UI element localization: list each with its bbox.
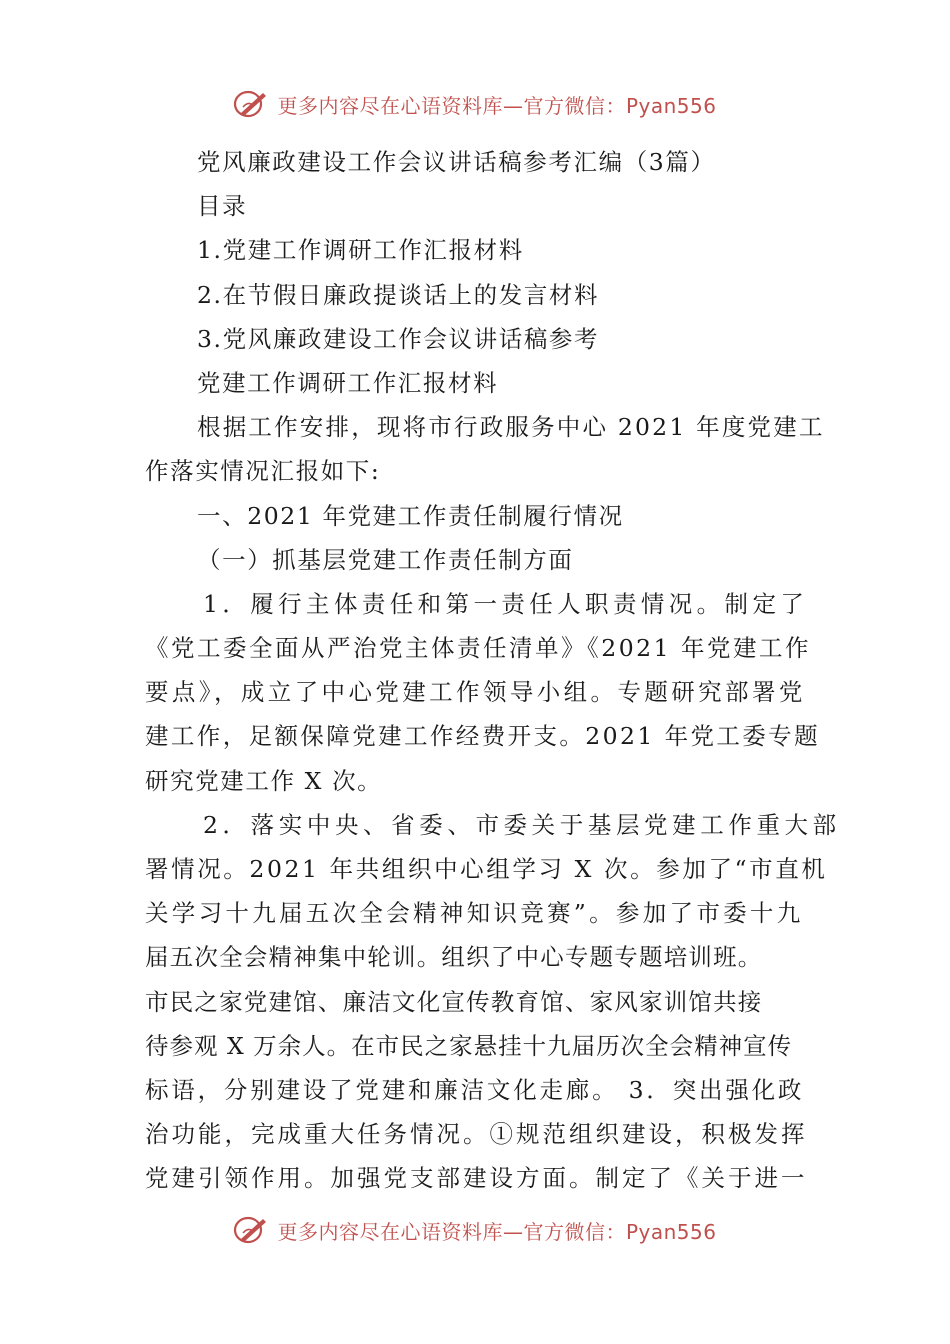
watermark-footer <box>0 1210 950 1250</box>
paragraph-line: 《党工委全面从严治党主体责任清单》《2021 年党建工作 <box>145 634 812 663</box>
paragraph-line: 2．落实中央、省委、市委关于基层党建工作重大部 <box>203 810 841 839</box>
watermark-text: 更多内容尽在心语资料库—官方微信：Pyan556 <box>277 1219 717 1244</box>
paragraph-line: 1．履行主体责任和第一责任人职责情况。制定了 <box>203 589 809 618</box>
pen-circle-logo-icon <box>233 1213 271 1247</box>
heading-level-1: 一、2021 年党建工作责任制履行情况 <box>197 501 624 530</box>
toc-item: 1.党建工作调研工作汇报材料 <box>197 236 524 265</box>
watermark-header <box>0 84 950 124</box>
paragraph-line: 要点》，成立了中心党建工作领导小组。专题研究部署党 <box>145 678 806 707</box>
pen-circle-logo-icon <box>233 87 271 121</box>
paragraph-line: 党建引领作用。加强党支部建设方面。制定了《关于进一 <box>145 1164 808 1193</box>
toc-item: 3.党风廉政建设工作会议讲话稿参考 <box>197 324 600 353</box>
document-body <box>145 140 841 1201</box>
watermark-text: 更多内容尽在心语资料库—官方微信：Pyan556 <box>277 93 717 118</box>
paragraph-line: 研究党建工作 X 次。 <box>145 766 383 795</box>
paragraph-line: 建工作，足额保障党建工作经费开支。2021 年党工委专题 <box>145 722 820 751</box>
section-title: 党建工作调研工作汇报材料 <box>197 368 499 397</box>
toc-item: 2.在节假日廉政提谈话上的发言材料 <box>197 280 600 309</box>
paragraph-line: 作落实情况汇报如下: <box>145 457 381 486</box>
paragraph-line: 待参观 X 万余人。在市民之家悬挂十九届历次全会精神宣传 <box>145 1031 793 1060</box>
paragraph-line: 标语，分别建设了党建和廉洁文化走廊。 3．突出强化政 <box>145 1075 805 1104</box>
paragraph-line: 关学习十九届五次全会精神知识竞赛”。参加了市委十九 <box>145 899 804 928</box>
paragraph-line: 市民之家党建馆、廉洁文化宣传教育馆、家风家训馆共接 <box>145 987 763 1016</box>
paragraph-line: 根据工作安排，现将市行政服务中心 2021 年度党建工 <box>197 413 825 442</box>
paragraph-line: 届五次全会精神集中轮训。组织了中心专题专题培训班。 <box>145 943 763 972</box>
heading-level-2: （一）抓基层党建工作责任制方面 <box>197 545 574 574</box>
document-title: 党风廉政建设工作会议讲话稿参考汇编（3篇） <box>197 148 716 176</box>
paragraph-line: 署情况。2021 年共组织中心组学习 X 次。参加了“市直机 <box>145 855 828 883</box>
paragraph-line: 治功能，完成重大任务情况。①规范组织建设，积极发挥 <box>145 1120 808 1149</box>
toc-heading: 目录 <box>197 192 248 221</box>
